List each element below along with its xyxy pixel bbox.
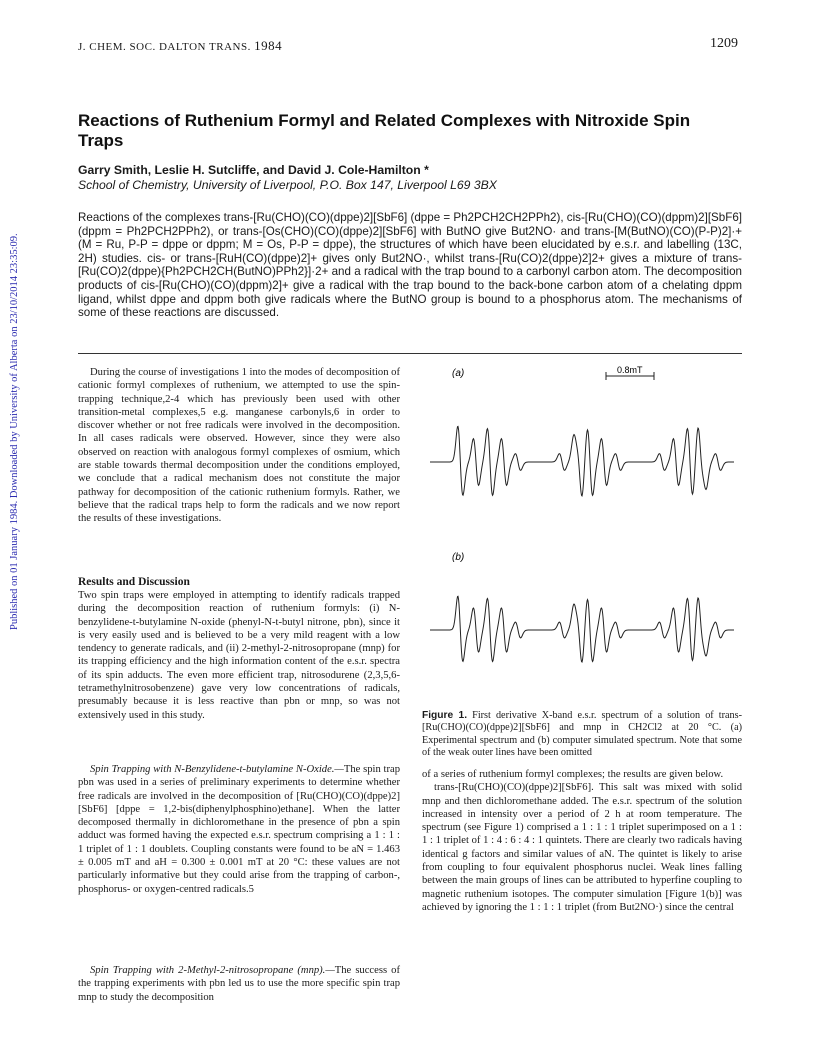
figure-caption — [422, 710, 742, 760]
pbn-paragraph: The spin trap pbn was used in a series of preliminary experiments to determine whether free radicals are involved in the decomposition of [Ru(CHO)(CO)(dppe)2][SbF6] [dppe = 1,2-bis(diphenylphosphino)ethane]. When the latter decomposed thermally in dichloromethane in the presence of pbn a spin adduct was formed having the expected e.s.r. spectrum comprising a 1 : 1 : 1 triplet of 1 : 1 doublets. Coupling constants were found to be aN = 1.463 ± 0.005 mT and aH = 0.300 ± 0.001 mT at 20 °C: these values are not particularly informative but they could arise from the trapping of carbon-, phosphorus- or oxygen-centred radicals.5 — [78, 764, 400, 895]
results-paragraph: Two spin traps were employed in attempting to identify radicals trapped during the decomposition reaction of ruthenium formyls: (i) N-benzylidene-t-butylamine N-oxide (phenyl-N-t-butyl nitrone, pbn), since it is very easily used and is believed to be a very mild reagent with a low tendency to generate radicals, and (ii) 2-methyl-2-nitrosopropane (mnp) for its trapping efficiency and the high information content of the e.s.r. spectra of its spin adducts. The even more efficient trap, nitrosodurene (2,3,5,6-tetramethylnitrosobenzene) gave very low concentrations of radicals, presumably because it is less reactive than pbn or mnp, so was not extensively used in this study. — [78, 590, 400, 721]
mnp-paragraph: The success of the trapping experiments with pbn led us to use the more specific spin trap mnp to study the decomposition — [78, 965, 400, 1003]
results-section — [78, 576, 400, 722]
caption-text: First derivative X-band e.s.r. spectrum of a solution of trans-[Ru(CHO)(CO)(dppe)2][SbF6] and mnp in CH2Cl2 at 20 °C. (a) Experimental spectrum and (b) computer simulated spectrum. Note that some of the weak outer lines have been omitted — [422, 710, 742, 759]
pbn-heading: Spin Trapping with N-Benzylidene-t-butylamine N-Oxide.— — [90, 764, 344, 775]
scale-label: 0.8mT — [617, 365, 643, 375]
mnp-heading: Spin Trapping with 2-Methyl-2-nitrosopropane (mnp).— — [90, 965, 335, 976]
abstract-rule — [78, 353, 742, 354]
col2-paragraph-2: trans-[Ru(CHO)(CO)(dppe)2][SbF6]. This salt was mixed with solid mnp and then dichloromethane added. The e.s.r. spectrum of the solution increased in intensity over a period of 2 h at room temperature. The spectrum (see Figure 1) comprised a 1 : 1 : 1 triplet superimposed on a 1 : 1 : 1 triplet of 1 : 4 : 6 : 4 : 1 quintets. There are clearly two radicals having identical g factors and similar values of aN. The quintet is likely to arise from coupling to four equivalent phosphorus nuclei. Weak lines falling between the main groups of lines can be attributed to hyperfine coupling to magnetic ruthenium isotopes. The computer simulation [Figure 1(b)] was achieved by ignoring the 1 : 1 : 1 triplet (from But2NO·) since the central — [422, 782, 742, 913]
affiliation: School of Chemistry, University of Liverpool, P.O. Box 147, Liverpool L69 3BX — [78, 178, 497, 192]
col2-paragraph-1: of a series of ruthenium formyl complexes; the results are given below. — [422, 769, 724, 780]
author-list: Garry Smith, Leslie H. Sutcliffe, and David J. Cole-Hamilton * — [78, 163, 429, 177]
download-sidebar — [0, 0, 20, 1060]
figure-label-a: (a) — [452, 368, 465, 379]
intro-paragraph: During the course of investigations 1 into the modes of decomposition of cationic formyl complexes of ruthenium, we attempted to use the spin-trapping technique,2-4 which has previously been used with other transition-metal complexes,5 e.g. manganese carbonyls,6 in order to discover whether or not free radicals were involved in the decomposition. In all cases radicals were observed. However, since they were also observed on reaction with analogous formyl complexes of osmium, which are stable towards thermal decomposition under the conditions employed, we conclude that a radical mechanism does not constitute the major pathway for decomposition of the cationic ruthenium formyls. Rather, we believe that the radical traps help to form the radicals and we now report the results of these investigations. — [78, 367, 400, 525]
figure-label-b: (b) — [452, 552, 465, 563]
pbn-section — [78, 763, 400, 896]
abstract: Reactions of the complexes trans-[Ru(CHO)(CO)(dppe)2][SbF6] (dppe = Ph2PCH2CH2PPh2), cis-[Ru(CHO)(CO)(dppm)2][SbF6] (dppm = Ph2PCH2PPh2), or trans-[Os(CHO)(CO)(dppe)2][SbF6] with ButNO give But2NO· and trans-[M(ButNO)(CO)(P-P)2]·+ (M = Ru, P-P = dppe or dppm; M = Os, P-P = dppe), the structures of which have been elucidated by e.s.r. and labelling (13C, 2H) studies. cis- or trans-[RuH(CO)(dppe)2]+ gives only But2NO·, whilst trans-[Ru(CO)2(dppe)2]2+ gives a mixture of trans-[Ru(CO)2(dppe){Ph2PCH2CH(ButNO)PPh2}]·2+ and a radical with the trap bound to a carbonyl carbon atom. The decomposition products of cis-[Ru(CHO)(CO)(dppm)2]+ give a radical with the trap bound to the back-bone carbon atom of a chelating dppm ligand, whilst dppe and dppm both give radicals where the ButNO group is bound to a phosphorus atom. The mechanisms of some of these reactions are discussed. — [78, 211, 742, 320]
results-heading: Results and Discussion — [78, 576, 190, 588]
journal-year: 1984 — [254, 38, 283, 53]
column-two-text — [422, 768, 742, 914]
journal-name: J. CHEM. SOC. DALTON TRANS. — [78, 41, 251, 53]
paper-title: Reactions of Ruthenium Formyl and Related Complexes with Nitroxide Spin Traps — [78, 111, 691, 150]
running-header — [78, 38, 282, 54]
download-note[interactable]: Published on 01 January 1984. Downloaded by University of Alberta on 23/10/2014 23:35:09. — [9, 233, 20, 630]
page-number: 1209 — [710, 36, 738, 51]
intro-section — [78, 366, 400, 526]
spectrum-trace-a — [430, 426, 734, 496]
caption-label: Figure 1. — [422, 710, 468, 721]
mnp-section — [78, 964, 400, 1004]
spectrum-trace-b — [430, 596, 734, 662]
esr-spectrum-figure — [422, 362, 742, 702]
